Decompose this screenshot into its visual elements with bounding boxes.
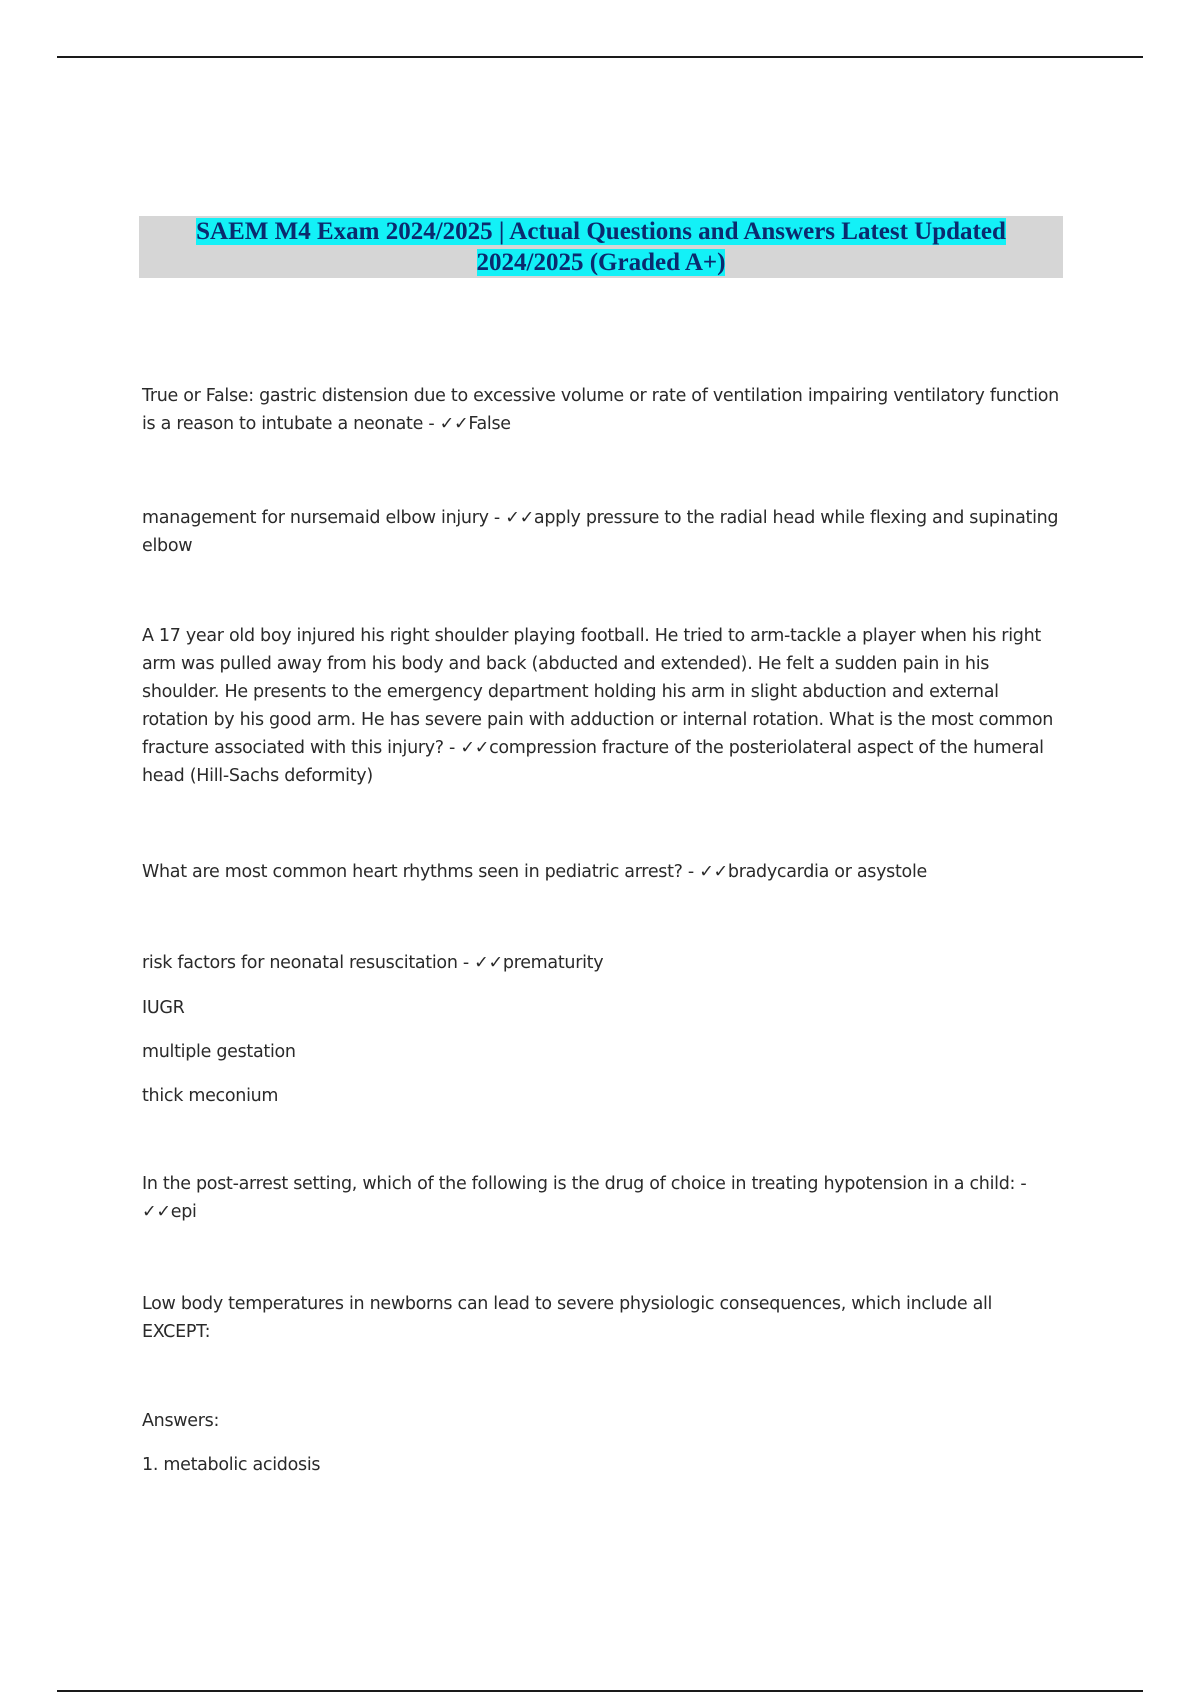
qa-text: What are most common heart rhythms seen in pediatric arrest? - ✓✓bradycardia or asystole: [142, 862, 927, 882]
qa-block-9: [142, 1451, 1062, 1479]
bottom-rule: [57, 1690, 1143, 1692]
top-rule: [57, 56, 1143, 58]
qa-text: 1. metabolic acidosis: [142, 1455, 321, 1475]
list-item: thick meconium: [142, 1086, 279, 1106]
document-title: [139, 216, 1063, 278]
qa-text: In the post-arrest setting, which of the following is the drug of choice in treating hypotension in a child: - ✓✓epi: [142, 1174, 1027, 1222]
list-item: IUGR: [142, 998, 185, 1018]
title-line-2: 2024/2025 (Graded A+): [476, 249, 726, 276]
list-item: multiple gestation: [142, 1042, 296, 1062]
qa-text: A 17 year old boy injured his right shoulder playing football. He tried to arm-tackle a player when his right arm was pulled away from his body and back (abducted and extended). He felt a sudden pain in his shoulder. He presents to the emergency department holding his arm in slight abduction and external rotation by his good arm. He has severe pain with adduction or internal rotation. What is the most common fracture associated with this injury? - ✓✓compression fracture of the posteriolateral aspect of the humeral head (Hill-Sachs deformity): [142, 626, 1054, 786]
qa-text: management for nursemaid elbow injury - ✓✓apply pressure to the radial head while flexing and supinating elbow: [142, 508, 1059, 556]
qa-text: Low body temperatures in newborns can lead to severe physiologic consequences, which include all EXCEPT:: [142, 1294, 993, 1342]
qa-text: Answers:: [142, 1411, 220, 1431]
title-line-1: SAEM M4 Exam 2024/2025 | Actual Questions and Answers Latest Updated: [196, 218, 1006, 245]
qa-text: risk factors for neonatal resuscitation - ✓✓prematurity: [142, 953, 604, 973]
qa-block-1: [142, 382, 1062, 438]
qa-block-6: [142, 1170, 1062, 1226]
qa-block-4: [142, 858, 1062, 886]
qa-block-7: [142, 1290, 1062, 1346]
qa-block-3: [142, 622, 1062, 790]
qa-block-8: [142, 1407, 1062, 1435]
qa-block-5: [142, 949, 1062, 977]
qa-text: True or False: gastric distension due to excessive volume or rate of ventilation impairing ventilatory function is a reason to intubate a neonate - ✓✓False: [142, 386, 1059, 434]
qa-block-2: [142, 504, 1062, 560]
